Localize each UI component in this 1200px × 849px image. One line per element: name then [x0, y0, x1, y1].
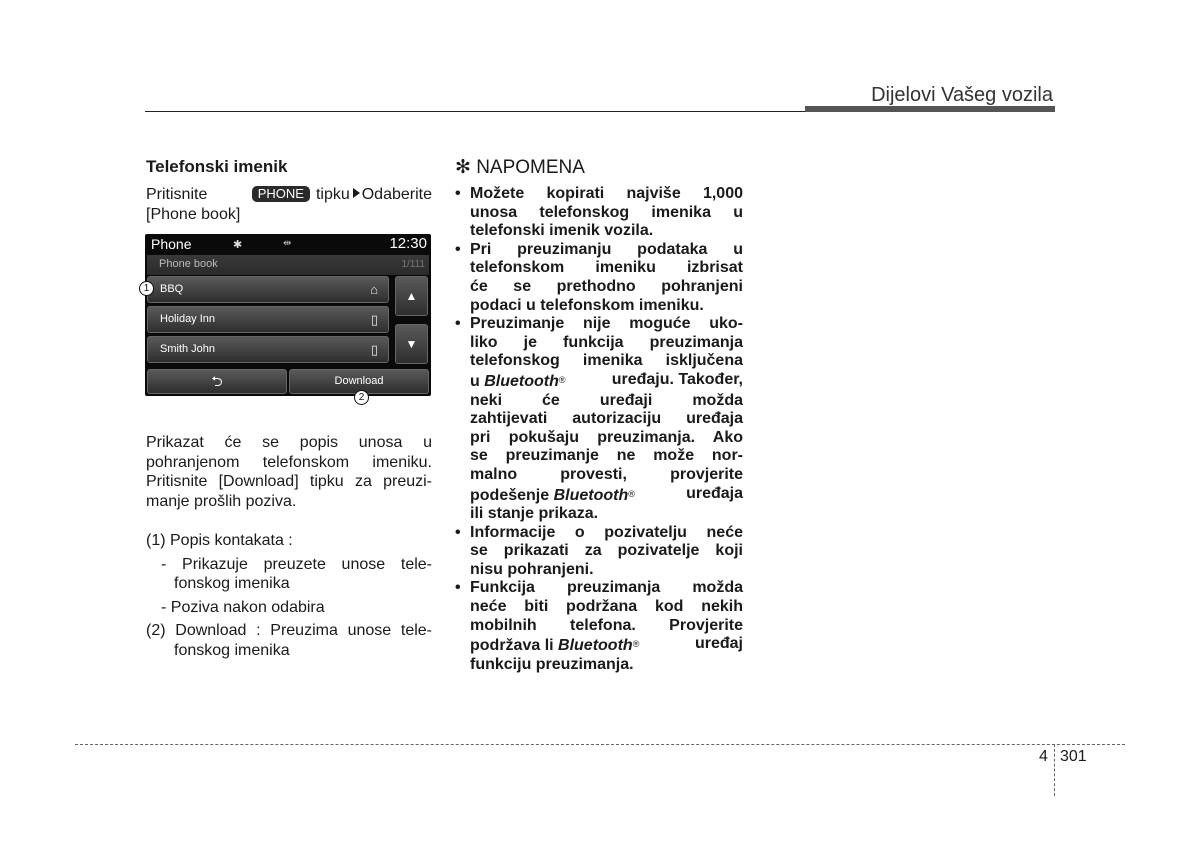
- para-line: manje prošlih poziva.: [146, 492, 297, 510]
- instr-select: Odaberite: [361, 186, 432, 203]
- para-line: Pritisnite [Download] tipku za preuzi-: [146, 473, 432, 490]
- instr-press: Pritisnite: [146, 186, 208, 203]
- instr-item: [Phone book]: [146, 206, 241, 223]
- note-line: Možete kopirati najviše 1,000: [470, 185, 743, 202]
- note-bullet: [455, 315, 743, 524]
- scroll-up-button[interactable]: [395, 276, 428, 316]
- note-text: uređaj: [694, 635, 743, 653]
- screen-time: 12:30: [389, 235, 427, 252]
- note-line: [470, 485, 743, 506]
- contact-name: Smith John: [160, 343, 216, 355]
- note-line: Funkcija preuzimanja možda: [470, 579, 743, 597]
- mobile-icon: ▯: [370, 312, 378, 327]
- contact-row[interactable]: [147, 306, 389, 333]
- arrow-right-icon: [353, 188, 360, 198]
- bullet-mark: •: [455, 579, 461, 597]
- contact-name: Holiday Inn: [160, 313, 216, 325]
- list-item-line: - Prikazuje preuzete unose tele-: [161, 555, 432, 573]
- description: [146, 433, 432, 660]
- bluetooth-word: Bluetooth: [484, 372, 559, 390]
- list1-title: (1) Popis kontakata :: [146, 532, 293, 549]
- note-text: podešenje: [470, 486, 550, 504]
- note-line: ili stanje prikaza.: [470, 505, 599, 523]
- note-line: telefonskom imeniku izbrisat: [470, 259, 743, 277]
- scroll-down-button[interactable]: [395, 324, 428, 364]
- screen-count: 1/111: [401, 259, 425, 270]
- page-number: 301: [1060, 748, 1087, 765]
- footer-divider: [1054, 744, 1055, 796]
- note-text: u: [470, 372, 480, 390]
- note-line: unosa telefonskog imenika u: [470, 203, 743, 221]
- download-button[interactable]: Download: [289, 369, 429, 394]
- list-item-line: fonskog imenika: [174, 575, 290, 592]
- note-line: [470, 371, 743, 392]
- triangle-down-icon: ▼: [405, 337, 418, 351]
- note-heading: [455, 157, 743, 179]
- registered-mark: ®: [558, 374, 566, 385]
- usb-icon: ⇹: [283, 238, 292, 249]
- note-line: nisu pohranjeni.: [470, 560, 594, 578]
- note-line: malno provesti, provjerite: [470, 465, 743, 483]
- bullet-mark: •: [455, 240, 461, 258]
- back-arrow-icon: ⮌: [211, 373, 223, 389]
- note-line: [470, 635, 743, 656]
- note-line: neće biti podržana kod nekih: [470, 598, 743, 616]
- note-text: uređaju. Također,: [611, 370, 743, 388]
- mobile-icon: ▯: [370, 342, 378, 357]
- back-button[interactable]: [147, 369, 287, 394]
- note-text: uređaja: [686, 484, 743, 502]
- left-column: [146, 157, 432, 225]
- contact-name: BBQ: [160, 283, 184, 295]
- note-line: Pri preuzimanju podataka u: [470, 240, 743, 258]
- note-line: liko je funkcija preuzimanja: [470, 333, 743, 351]
- note-line: neki će uređaji možda: [470, 391, 743, 409]
- note-text: podržava li: [470, 637, 554, 655]
- para-line: pohranjenom telefonskom imeniku.: [146, 453, 432, 471]
- chapter-title: Dijelovi Vašeg vozila: [871, 84, 1053, 106]
- header-rule-accent: [805, 106, 1055, 112]
- note-bullet: [455, 579, 743, 674]
- list-item-line: - Poziva nakon odabira: [161, 598, 325, 616]
- bluetooth-icon: ✱: [233, 239, 243, 251]
- screen-status-bar: [145, 234, 431, 254]
- note-line: mobilnih telefona. Provjerite: [470, 616, 743, 634]
- note-line: funkciju preuzimanja.: [470, 655, 634, 673]
- note-bullet: [455, 241, 743, 315]
- note-bullet: [455, 185, 743, 241]
- note-line: pri pokušaju preuzimanja. Ako: [470, 428, 743, 446]
- header-rule: [145, 111, 805, 112]
- list2-line: fonskog imenika: [174, 641, 290, 659]
- instruction-line: [146, 185, 432, 205]
- note-line: se preuzimanje ne može nor-: [470, 447, 743, 465]
- list2-line: (2) Download : Preuzima unose tele-: [146, 622, 432, 639]
- note-line: telefonski imenik vozila.: [470, 222, 654, 240]
- section-title: Telefonski imenik: [146, 157, 288, 176]
- note-line: podaci u telefonskom imeniku.: [470, 296, 704, 314]
- phone-screen: [145, 234, 431, 396]
- note-title: NAPOMENA: [476, 157, 585, 178]
- screen-subtitle: Phone book: [159, 258, 218, 270]
- note-bullet: [455, 524, 743, 580]
- contact-row[interactable]: [147, 276, 389, 303]
- para-line: Prikazat će se popis unosa u: [146, 434, 432, 451]
- callout-1: 1: [139, 281, 154, 296]
- note-box: [455, 157, 743, 674]
- screen-title: Phone: [151, 236, 192, 252]
- bullet-mark: •: [455, 523, 461, 541]
- note-line: Informacije o pozivatelju neće: [470, 523, 743, 541]
- chapter-number: 4: [1039, 748, 1048, 765]
- screen-subheader: [147, 255, 429, 275]
- note-line: će se prethodno pohranjeni: [470, 277, 743, 295]
- note-line: se prikazati za pozivatelje koji: [470, 542, 743, 560]
- note-line: Preuzimanje nije moguće uko-: [470, 315, 743, 333]
- contact-row[interactable]: [147, 336, 389, 363]
- note-line: telefonskog imenika isključena: [470, 352, 743, 370]
- instr-button: tipku: [315, 186, 350, 203]
- bluetooth-word: Bluetooth: [558, 637, 633, 655]
- bullet-mark: •: [455, 315, 461, 333]
- footer-rule: [75, 744, 1125, 745]
- note-line: zahtijevati autorizaciju uređaja: [470, 410, 743, 428]
- registered-mark: ®: [628, 488, 635, 499]
- callout-2: 2: [354, 390, 369, 405]
- bullet-mark: •: [455, 185, 461, 202]
- phone-key: PHONE: [252, 186, 310, 202]
- triangle-up-icon: ▲: [405, 289, 418, 303]
- home-icon: ⌂: [370, 282, 378, 297]
- registered-mark: ®: [632, 639, 640, 650]
- asterisk-icon: ✻: [455, 157, 471, 178]
- bluetooth-word: Bluetooth: [553, 486, 629, 504]
